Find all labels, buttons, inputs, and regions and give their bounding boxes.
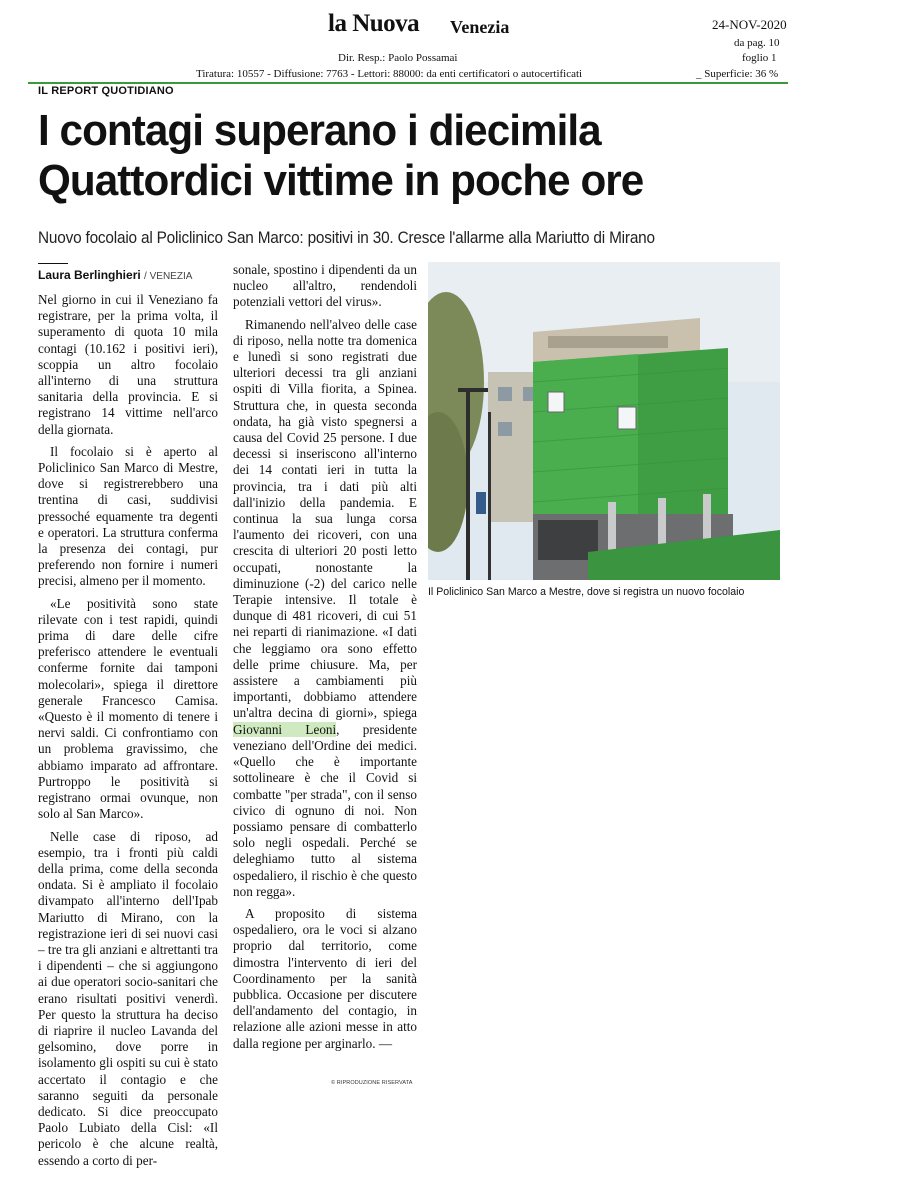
paragraph: A proposito di sistema ospedaliero, ora le voci si alzano proprio dal territorio, come dimostra l'intervento di ieri del Coordinamento per la sanità pubblica. Occasione per discutere dell'andamento del contagio, in relazione alle azioni messe in atto dalla regione per arginarlo. —: [233, 905, 417, 1051]
building-photo: [428, 262, 780, 580]
sheet-number: foglio 1: [742, 52, 777, 64]
paragraph: Il focolaio si è aperto al Policlinico San Marco di Mestre, dove si registrerebbero una trentina di casi, suddivisi pressoché equamente tra degenti e operatori. La struttura conferma la presenza dei contagi, pur preferendo non fornire i numeri precisi, almeno per il momento.: [38, 443, 218, 589]
author-name: Laura Berlinghieri: [38, 268, 141, 282]
dateline-location: / VENEZIA: [144, 271, 193, 282]
byline: [38, 268, 192, 282]
masthead-divider: [28, 82, 788, 84]
paragraph: [233, 317, 417, 900]
paragraph-text: , presidente veneziano dell'Ordine dei medici. «Quello che è importante sottolineare è che il Covid si combatte "per strada", con il senso civico di ognuno di noi. Non possiamo pensare di combatterlo solo negli ospedali. Perché se deleghiamo tutto al sistema ospedaliero, il rischio è che questo non regga».: [233, 721, 417, 899]
subheadline: Nuovo focolaio al Policlinico San Marco: positivi in 30. Cresce l'allarme alla Mariutto di Mirano: [38, 229, 655, 247]
page-number: da pag. 10: [734, 37, 780, 49]
highlighted-name: Giovanni Leoni: [233, 721, 337, 737]
newspaper-edition: Venezia: [450, 17, 510, 37]
copyright-notice: © RIPRODUZIONE RISERVATA: [331, 1080, 413, 1086]
publication-date: 24-NOV-2020: [712, 17, 787, 32]
circulation-line: Tiratura: 10557 - Diffusione: 7763 - Lettori: 88000: da enti certificatori o autocertificati: [196, 68, 583, 80]
headline-line-2: Quattordici vittime in poche ore: [38, 156, 644, 205]
paragraph: sonale, spostino i dipendenti da un nucleo all'altro, rendendoli potenziali vettori del virus».: [233, 262, 417, 310]
paragraph: Nelle case di riposo, ad esempio, tra i fronti più caldi della prima, come della seconda ondata. Si è ampliato il focolaio divampato all'interno dell'Ipab Mariutto di Mirano, con la registrazione ieri di sei nuovi casi – tre tra gli anziani e altrettanti tra i dipendenti – che si aggiungono ai due operatori socio-sanitari che erano risultati positivi venerdì. Per questo la struttura ha deciso di riaprire il nucleo Lavanda del gelsomino, dove porre in isolamento gli ospiti su cui è stato accertato il contagio e che saranno seguiti da personale dedicato. Si dice preoccupato Paolo Lubiato della Cisl: «Il pericolo è che alcune realtà, essendo a corto di per-: [38, 828, 218, 1168]
page-info: [734, 36, 780, 66]
paragraph: Nel giorno in cui il Veneziano fa registrare, per la prima volta, il superamento di quota 10 mila contagi (10.162 i positivi ieri), scoppia un altro focolaio all'interno di una struttura sanitaria della provincia. E si registrano 14 vittime nell'arco della giornata.: [38, 292, 218, 437]
byline-divider: [38, 263, 68, 264]
section-label: IL REPORT QUOTIDIANO: [38, 85, 174, 97]
article-column-1: [38, 292, 218, 1175]
photo-caption: Il Policlinico San Marco a Mestre, dove si registra un nuovo focolaio: [428, 586, 745, 598]
headline-line-1: I contagi superano i diecimila: [38, 106, 601, 155]
paragraph-text: Rimanendo nell'alveo delle case di riposo, nella notte tra domenica e lunedì si sono registrati due ulteriori decessi tra gli anziani ospiti di Villa fiorita, a Spinea. Struttura che, in questa seconda ondata, ha già visto spegnersi a causa del Covid 25 persone. I due decessi si inseriscono all'interno dei 14 contati ieri in tutta la provincia, tra i dati più alti dall'inizio della pandemia. E continua la sua lunga corsa l'aumento dei ricoveri, con una crescita di ulteriori 20 posti letto occupati, nonostante la diminuzione (-2) del carico nelle Terapie intensive. Il totale è dunque di 481 ricoveri, di cui 51 nei reparti di rianimazione. «I dati che leggiamo ora sono effetto delle prime chiusure. Ma, per assistere a cambiamenti più importanti, dobbiamo attendere un'altra decina di giorni», spiega: [233, 316, 417, 721]
surface-line: _ Superficie: 36 %: [696, 68, 779, 80]
director-line: Dir. Resp.: Paolo Possamai: [338, 52, 458, 64]
newspaper-name: la Nuova: [328, 10, 420, 37]
article-column-2: [233, 262, 417, 1058]
headline: [38, 106, 844, 206]
paragraph: «Le positività sono state rilevate con i test rapidi, quindi prima di dare delle cifre preferisco attendere le eventuali conferme fornite dai tamponi molecolari», spiega il direttore generale Francesco Camisa. «Questo è il momento di tenere i nervi saldi. Ci confrontiamo con un problema gravissimo, che abbiamo imparato ad affrontare. Purtroppo le positività si registrano ormai ovunque, non solo al San Marco».: [38, 595, 218, 822]
